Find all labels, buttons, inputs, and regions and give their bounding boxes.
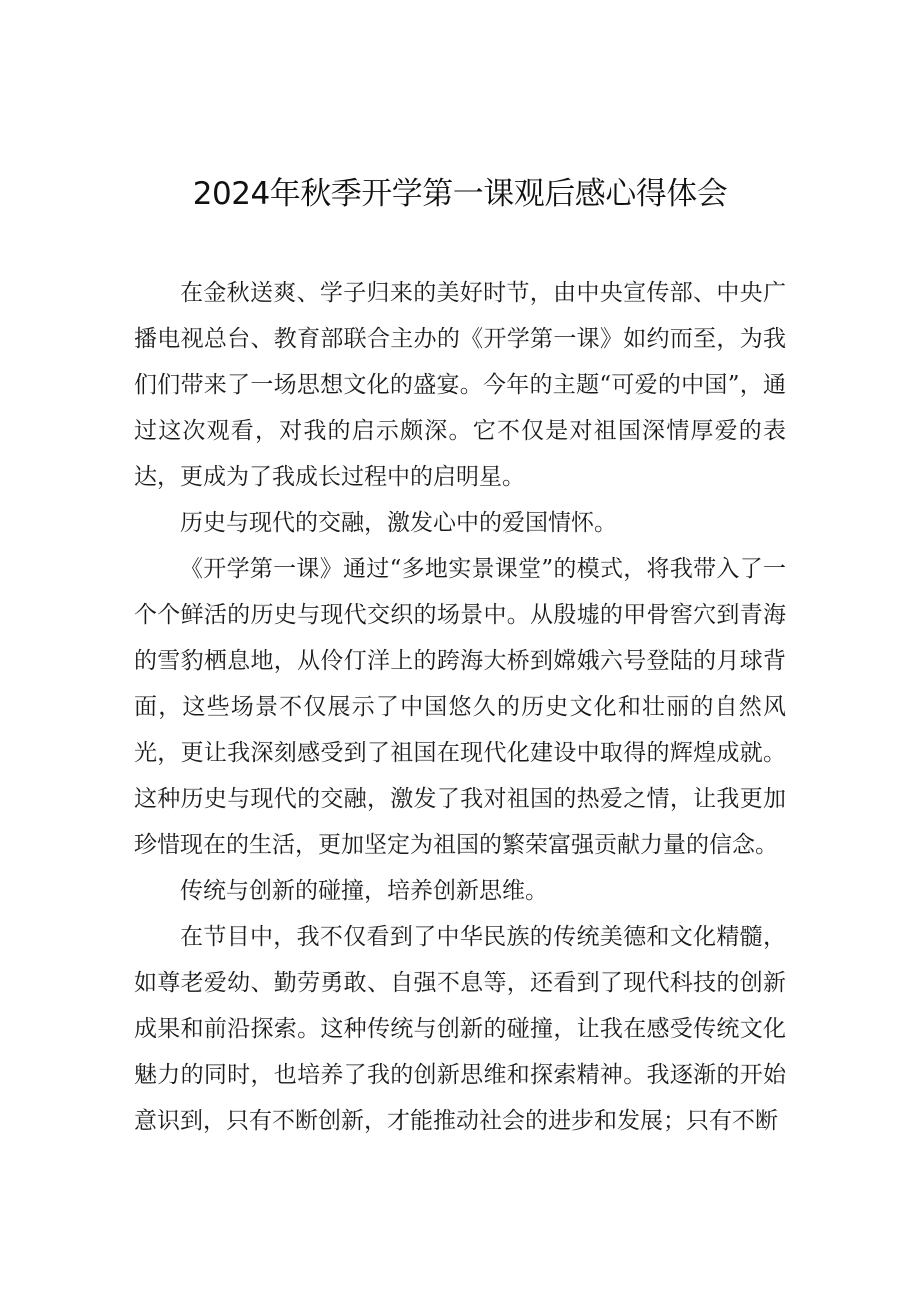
document-body — [134, 270, 786, 1144]
section-heading-history: 历史与现代的交融，激发心中的爱国情怀。 — [180, 510, 617, 536]
document-title: 2024年秋季开学第一课观后感心得体会 — [192, 176, 728, 212]
paragraph-innovation: 在节目中，我不仅看到了中华民族的传统美德和文化精髓，如尊老爱幼、勤劳勇敢、自强不息等，还看到了现代科技的创新成果和前沿探索。这种传统与创新的碰撞，让我在感受传统文化魅力的同时，也培养了我的创新思维和探索精神。我逐渐的开始意识到，只有不断创新，才能推动社会的进步和发展；只有不断 — [134, 924, 786, 1134]
section-heading-innovation: 传统与创新的碰撞，培养创新思维。 — [180, 878, 548, 904]
paragraph-intro: 在金秋送爽、学子归来的美好时节，由中央宣传部、中央广播电视总台、教育部联合主办的《开学第一课》如约而至，为我们们带来了一场思想文化的盛宴。今年的主题“可爱的中国”，通过这次观看，对我的启示颇深。它不仅是对祖国深情厚爱的表达，更成为了我成长过程中的启明星。 — [134, 280, 786, 490]
paragraph-history: 《开学第一课》通过“多地实景课堂”的模式，将我带入了一个个鲜活的历史与现代交织的场景中。从殷墟的甲骨窖穴到青海的雪豹栖息地，从伶仃洋上的跨海大桥到嫦娥六号登陆的月球背面，这些场景不仅展示了中国悠久的历史文化和壮丽的自然风光，更让我深刻感受到了祖国在现代化建设中取得的辉煌成就。这种历史与现代的交融，激发了我对祖国的热爱之情，让我更加珍惜现在的生活，更加坚定为祖国的繁荣富强贡献力量的信念。 — [134, 556, 786, 858]
